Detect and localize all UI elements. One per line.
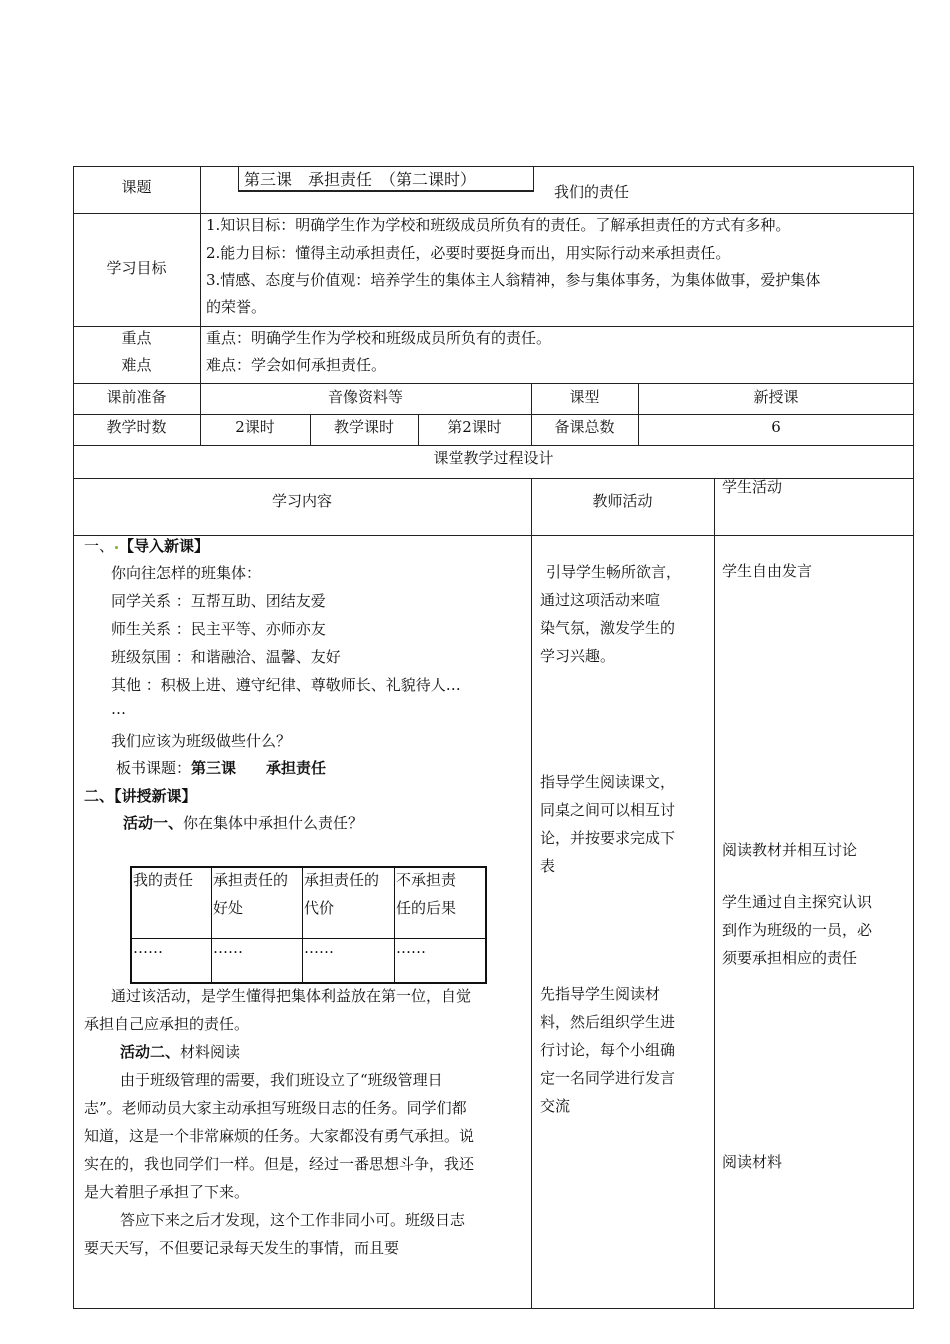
teacher-activity-3: 先指导学生阅读材: [540, 985, 661, 1003]
table-header-cell: 任的后果: [396, 899, 457, 917]
material-line: 志”。老师动员大家主动承担写班级日志的任务。同学们都: [84, 1099, 467, 1117]
table-header-cell: 不承担责: [396, 871, 457, 889]
student-activity-3: 到作为班级的一员，必: [722, 921, 873, 939]
activity-1-text: 你在集体中承担什么责任？: [183, 814, 364, 832]
material-line: 实在的，我也同学们一样。但是，经过一番思想斗争，我还: [84, 1155, 475, 1173]
relation-other: 其他 ：积极上进、遵守纪律、尊敬师长、礼貌待人…: [111, 676, 461, 694]
activity-2: [120, 1042, 240, 1062]
table-divider: [302, 868, 303, 982]
difficulty-text: 难点：学会如何承担责任。: [206, 356, 387, 374]
goal-3: 3.情感、态度与价值观：培养学生的集体主人翁精神，参与集体事务，为集体做事，爱护集体: [206, 271, 821, 289]
lesson-label: 教学课时: [333, 418, 394, 436]
table-divider: [394, 868, 395, 982]
key-label: 重点: [121, 329, 152, 347]
summary-line-2: 承担自己应承担的责任。: [84, 1015, 250, 1033]
total-value: 6: [771, 418, 781, 436]
teacher-activity-3: 交流: [540, 1097, 571, 1115]
topic-label: 课题: [121, 178, 152, 196]
table-header-cell: 好处: [213, 899, 244, 917]
section-1-prefix: 一、: [84, 537, 115, 555]
teacher-activity-1: 学习兴趣。: [540, 647, 616, 665]
activity-2-text: 材料阅读: [180, 1043, 241, 1061]
table-cell: ……: [213, 939, 243, 957]
section-1-title: 【导入新课】: [119, 537, 210, 555]
relation-teacher: 师生关系 ：民主平等、亦师亦友: [111, 620, 326, 638]
teacher-activity-1: 引导学生畅所欲言，: [546, 563, 682, 581]
lesson-value: 第2课时: [447, 418, 502, 436]
activity-1-label: 活动一、: [123, 814, 184, 832]
type-label: 课型: [569, 388, 600, 406]
teacher-activity-1: 通过这项活动来喧: [540, 591, 661, 609]
difficulty-label: 难点: [121, 356, 152, 374]
student-activity-2: 阅读教材并相互讨论: [722, 841, 858, 859]
question-1: 你向往怎样的班集体：: [111, 564, 262, 582]
material-line: 由于班级管理的需要，我们班设立了“班级管理日: [120, 1071, 443, 1089]
table-cell: ……: [133, 939, 163, 957]
key-text: 重点：明确学生作为学校和班级成员所负有的责任。: [206, 329, 552, 347]
goal-2: 2.能力目标：懂得主动承担责任，必要时要挺身而出，用实际行动来承担责任。: [206, 244, 731, 262]
prep-label: 课前准备: [106, 388, 167, 406]
student-activity-4: 阅读材料: [722, 1153, 783, 1171]
teacher-activity-1: 染气氛，激发学生的: [540, 619, 676, 637]
table-cell: ……: [396, 939, 426, 957]
total-label: 备课总数: [554, 418, 615, 436]
table-header-cell: 代价: [304, 899, 335, 917]
topic-title: 第三课 承担责任 （第二课时）: [244, 170, 477, 189]
material-line: 答应下来之后才发现，这个工作非同小可。班级日志: [120, 1211, 466, 1229]
relation-classmates: 同学关系 ：互帮互助、团结友爱: [111, 592, 326, 610]
process-title: 课堂教学过程设计: [433, 449, 554, 467]
goal-1: 1.知识目标：明确学生作为学校和班级成员所负有的责任。了解承担责任的方式有多种。: [206, 216, 791, 234]
student-activity-3: 学生通过自主探究认识: [722, 893, 873, 911]
table-header-cell: 我的责任: [133, 871, 194, 889]
goal-3-cont: 的荣誉。: [206, 298, 267, 316]
activity-1: [123, 813, 363, 833]
col-content-header: 学习内容: [271, 492, 332, 510]
goals-label: 学习目标: [106, 259, 167, 277]
col-divider: [714, 478, 715, 1309]
teacher-activity-2: 同桌之间可以相互讨: [540, 801, 676, 819]
type-value: 新授课: [753, 388, 799, 406]
table-header-cell: 承担责任的: [304, 871, 380, 889]
teacher-activity-3: 行讨论，每个小组确: [540, 1041, 676, 1059]
row-divider: [73, 445, 914, 446]
section-1-heading: [84, 536, 209, 556]
relation-other-cont: …: [111, 700, 126, 718]
summary-line-1: 通过该活动，是学生懂得把集体利益放在第一位，自觉: [111, 987, 472, 1005]
col-divider: [531, 478, 532, 1309]
material-line: 要天天写，不但要记录每天发生的事情，而且要: [84, 1239, 400, 1257]
section-2-heading: 二、【讲授新课】: [84, 787, 197, 805]
prep-value: 音像资料等: [327, 388, 403, 406]
student-activity-3: 须要承担相应的责任: [722, 949, 858, 967]
table-header-cell: 承担责任的: [213, 871, 289, 889]
material-line: 是大着胆子承担了下来。: [84, 1183, 250, 1201]
hours-value: 2课时: [235, 418, 275, 436]
teacher-activity-2: 表: [540, 857, 556, 875]
board-prefix: 板书课题：: [116, 759, 192, 777]
hours-label: 教学时数: [106, 418, 167, 436]
teacher-activity-2: 论，并按要求完成下: [540, 829, 676, 847]
teacher-activity-3: 定一名同学进行发言: [540, 1069, 676, 1087]
relation-atmosphere: 班级氛围 ：和谐融洽、温馨、友好: [111, 648, 341, 666]
board-line: [116, 758, 326, 778]
material-line: 知道，这是一个非常麻烦的任务。大家都没有勇气承担。说: [84, 1127, 475, 1145]
student-activity-1: 学生自由发言: [722, 562, 813, 580]
responsibility-table: [130, 866, 487, 984]
mark-dot-icon: [115, 546, 118, 549]
question-2: 我们应该为班级做些什么？: [111, 732, 292, 750]
col-teacher-header: 教师活动: [592, 492, 653, 510]
row-divider: [73, 478, 914, 479]
teacher-activity-2: 指导学生阅读课文，: [540, 773, 676, 791]
activity-2-label: 活动二、: [120, 1043, 181, 1061]
table-divider: [211, 868, 212, 982]
board-title: 第三课 承担责任: [191, 759, 327, 777]
col-student-header: 学生活动: [722, 478, 783, 496]
teacher-activity-3: 料，然后组织学生进: [540, 1013, 676, 1031]
topic-subtitle: 我们的责任: [554, 183, 630, 201]
table-cell: ……: [304, 939, 334, 957]
